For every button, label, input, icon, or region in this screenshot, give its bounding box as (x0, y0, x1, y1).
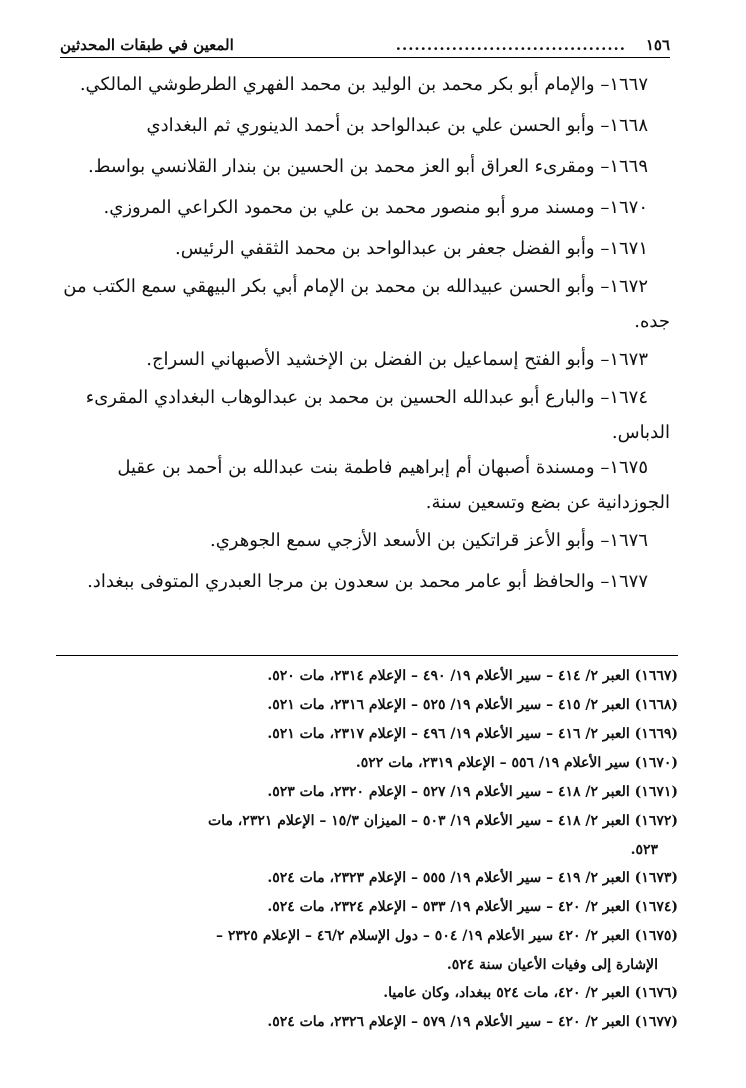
footnote: (١٦٦٨) العبر ٢/ ٤١٥ – سير الأعلام ١٩/ ٥٢٥ – الإعلام ٢٣١٦، مات ٥٢١. (267, 697, 678, 713)
entry-text: – ومسندة أصبهان أم إبراهيم فاطمة بنت عبدالله بن أحمد بن عقيل (117, 457, 610, 478)
entry-text: – ومقرىء العراق أبو العز محمد بن الحسين بن بندار القلانسي بواسط. (87, 156, 610, 177)
footnotes (56, 662, 678, 1037)
entry-number: ١٦٦٧ (609, 74, 648, 95)
entry-text: – والبارع أبو عبدالله الحسين بن محمد بن عبدالوهاب البغدادي المقرىء (85, 387, 610, 408)
footnote-separator (56, 655, 678, 656)
running-header (60, 33, 670, 58)
entry-text: – وأبو الفضل جعفر بن عبدالواحد بن محمد الثقفي الرئيس. (174, 238, 610, 259)
book-title: المعين في طبقات المحدثين (60, 36, 234, 54)
entry (55, 520, 670, 561)
footnote: (١٦٧١) العبر ٢/ ٤١٨ – سير الأعلام ١٩/ ٥٢٧ – الإعلام ٢٣٢٠، مات ٥٢٣. (267, 784, 678, 800)
footnote: (١٦٧٥) العبر ٢/ ٤٢٠ سير الأعلام ١٩/ ٥٠٤ – دول الإسلام ٤٦/٢ – الإعلام ٢٣٢٥ – الإشارة إلى وفيات الأعيان سنة ٥٢٤. (56, 922, 678, 979)
entry (55, 64, 670, 105)
footnote: (١٦٧٧) العبر ٢/ ٤٢٠ – سير الأعلام ١٩/ ٥٧٩ – الإعلام ٢٣٢٦، مات ٥٢٤. (267, 1014, 678, 1030)
footnote: (١٦٦٩) العبر ٢/ ٤١٦ – سير الأعلام ١٩/ ٤٩٦ – الإعلام ٢٣١٧، مات ٥٢١. (267, 726, 678, 742)
entry (55, 561, 670, 602)
footnote-continuation: الإشارة إلى وفيات الأعيان سنة ٥٢٤. (446, 957, 658, 973)
footnote: (١٦٧٣) العبر ٢/ ٤١٩ – سير الأعلام ١٩/ ٥٥٥ – الإعلام ٢٣٢٣، مات ٥٢٤. (267, 870, 678, 886)
entry (55, 380, 670, 450)
biography-entries (55, 64, 670, 602)
entry-number: ١٦٧٣ (609, 349, 648, 370)
footnote-continuation: ٥٢٣. (630, 842, 658, 858)
entry (55, 450, 670, 520)
entry-text-continuation: الدباس. (611, 422, 670, 443)
entry-number: ١٦٧٤ (609, 387, 648, 408)
entry-text: – ومسند مرو أبو منصور محمد بن علي بن محمود الكراعي المروزي. (103, 197, 610, 218)
entry-text: – وأبو الحسن عبيدالله بن محمد بن الإمام أبي بكر البيهقي سمع الكتب من (63, 276, 610, 297)
entry-text-continuation: جده. (634, 311, 670, 332)
entry-text: – والحافظ أبو عامر محمد بن سعدون بن مرجا العبدري المتوفى ببغداد. (87, 571, 610, 592)
entry (55, 105, 670, 146)
entry-number: ١٦٦٨ (609, 115, 648, 136)
footnote: (١٦٧٢) العبر ٢/ ٤١٨ – سير الأعلام ١٩/ ٥٠٣ – الميزان ١٥/٣ – الإعلام ٢٣٢١، مات ٥٢٣. (56, 807, 678, 864)
entry-number: ١٦٧١ (609, 238, 648, 259)
header-dot-leader: ..................................... (395, 36, 626, 54)
entry-number: ١٦٧٦ (609, 530, 648, 551)
entry-number: ١٦٧٠ (609, 197, 648, 218)
entry-number: ١٦٧٢ (609, 276, 648, 297)
footnote: (١٦٧٠) سير الأعلام ١٩/ ٥٥٦ – الإعلام ٢٣١٩، مات ٥٢٢. (355, 755, 678, 771)
entry-number: ١٦٦٩ (609, 156, 648, 177)
entry (55, 146, 670, 187)
entry-text-continuation: الجوزدانية عن بضع وتسعين سنة. (425, 492, 670, 513)
page-number: ١٥٦ (645, 36, 670, 54)
entry (55, 228, 670, 269)
entry (55, 187, 670, 228)
footnote: (١٦٦٧) العبر ٢/ ٤١٤ – سير الأعلام ١٩/ ٤٩٠ – الإعلام ٢٣١٤، مات ٥٢٠. (267, 668, 678, 684)
entry (55, 269, 670, 339)
footnote: (١٦٧٤) العبر ٢/ ٤٢٠ – سير الأعلام ١٩/ ٥٣٣ – الإعلام ٢٣٢٤، مات ٥٢٤. (267, 899, 678, 915)
entry-text: – وأبو الفتح إسماعيل بن الفضل بن الإخشيد الأصبهاني السراج. (146, 349, 610, 370)
entry-text: – وأبو الحسن علي بن عبدالواحد بن أحمد الدينوري ثم البغدادي (146, 115, 610, 136)
entry-number: ١٦٧٧ (609, 571, 648, 592)
entry (55, 339, 670, 380)
footnote: (١٦٧٦) العبر ٢/ ٤٢٠، مات ٥٢٤ ببغداد، وكان عاميا. (383, 985, 678, 1001)
entry-number: ١٦٧٥ (609, 457, 648, 478)
entry-text: – والإمام أبو بكر محمد بن الوليد بن محمد الفهري الطرطوشي المالكي. (79, 74, 610, 95)
entry-text: – وأبو الأعز قراتكين بن الأسعد الأزجي سمع الجوهري. (210, 530, 610, 551)
